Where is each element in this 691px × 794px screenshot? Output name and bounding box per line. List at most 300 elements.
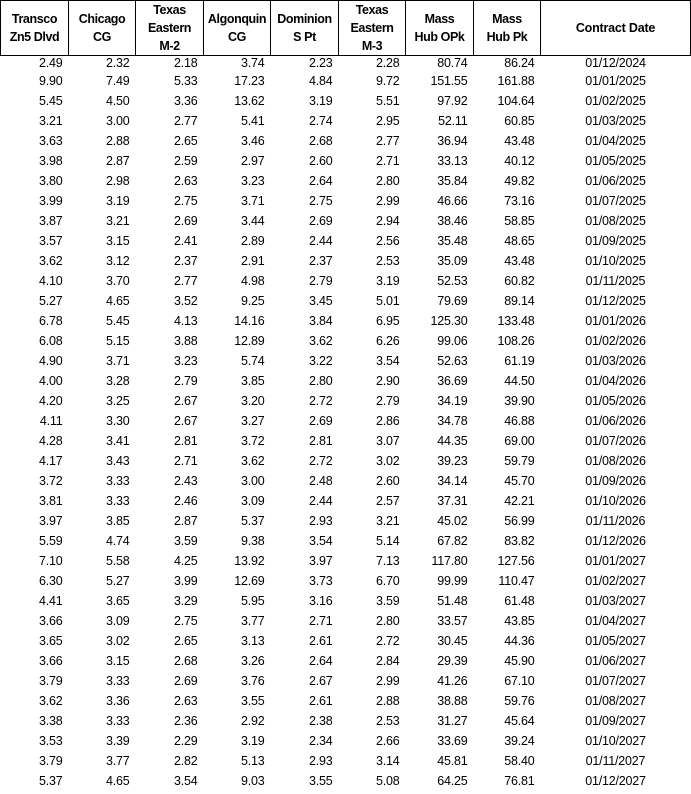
cell-mass-pk[interactable]: 44.50 (504, 374, 535, 388)
cell-contract-date[interactable]: 01/09/2025 (585, 234, 646, 248)
cell-tetco-m2[interactable]: 2.67 (173, 414, 198, 428)
cell-transco[interactable]: 3.98 (38, 154, 63, 168)
cell-transco[interactable]: 3.99 (38, 194, 63, 208)
cell-dominion[interactable]: 2.68 (308, 134, 333, 148)
cell-mass-opk[interactable]: 38.46 (437, 214, 468, 228)
cell-tetco-m2[interactable]: 2.71 (173, 454, 198, 468)
cell-contract-date[interactable]: 01/01/2026 (585, 314, 646, 328)
cell-mass-pk[interactable]: 45.64 (504, 714, 535, 728)
cell-tetco-m3[interactable]: 2.86 (375, 414, 400, 428)
cell-mass-pk[interactable]: 127.56 (497, 554, 535, 568)
cell-dominion[interactable]: 3.73 (308, 574, 333, 588)
cell-algonquin[interactable]: 5.41 (240, 114, 265, 128)
cell-mass-pk[interactable]: 83.82 (504, 534, 535, 548)
cell-tetco-m2[interactable]: 2.43 (173, 474, 198, 488)
cell-dominion[interactable]: 2.64 (308, 174, 333, 188)
cell-dominion[interactable]: 2.72 (308, 454, 333, 468)
cell-mass-pk[interactable]: 43.85 (504, 614, 535, 628)
cell-tetco-m3[interactable]: 3.02 (375, 454, 400, 468)
cell-algonquin[interactable]: 9.03 (240, 774, 265, 788)
cell-tetco-m3[interactable]: 2.77 (375, 134, 400, 148)
cell-tetco-m3[interactable]: 3.54 (375, 354, 400, 368)
cell-tetco-m3[interactable]: 2.94 (375, 214, 400, 228)
cell-tetco-m3[interactable]: 7.13 (375, 554, 400, 568)
cell-algonquin[interactable]: 5.74 (240, 354, 265, 368)
cell-algonquin[interactable]: 3.13 (240, 634, 265, 648)
cell-algonquin[interactable]: 3.20 (240, 394, 265, 408)
cell-mass-opk[interactable]: 117.80 (431, 554, 468, 568)
cell-dominion[interactable]: 2.69 (308, 214, 333, 228)
cell-algonquin[interactable]: 5.13 (240, 754, 265, 768)
cell-mass-pk[interactable]: 45.90 (504, 654, 535, 668)
cell-transco[interactable]: 4.11 (39, 414, 63, 428)
cell-transco[interactable]: 4.41 (38, 594, 63, 608)
cell-transco[interactable]: 6.78 (38, 314, 63, 328)
cell-chicago[interactable]: 3.25 (105, 394, 130, 408)
cell-transco[interactable]: 4.00 (38, 374, 63, 388)
cell-transco[interactable]: 4.20 (38, 394, 63, 408)
cell-transco[interactable]: 4.28 (38, 434, 63, 448)
cell-tetco-m2[interactable]: 2.46 (173, 494, 198, 508)
cell-mass-opk[interactable]: 45.02 (437, 514, 468, 528)
cell-chicago[interactable]: 3.21 (105, 214, 130, 228)
cell-tetco-m3[interactable]: 2.28 (375, 56, 400, 70)
cell-mass-pk[interactable]: 61.48 (504, 594, 535, 608)
cell-contract-date[interactable]: 01/06/2026 (585, 414, 646, 428)
cell-algonquin[interactable]: 3.27 (240, 414, 265, 428)
cell-tetco-m2[interactable]: 3.59 (173, 534, 198, 548)
cell-contract-date[interactable]: 01/08/2025 (585, 214, 646, 228)
cell-mass-opk[interactable]: 46.66 (437, 194, 468, 208)
cell-algonquin[interactable]: 2.91 (240, 254, 265, 268)
cell-tetco-m2[interactable]: 2.63 (173, 694, 198, 708)
cell-algonquin[interactable]: 2.97 (240, 154, 265, 168)
cell-tetco-m3[interactable]: 2.80 (375, 614, 400, 628)
cell-mass-opk[interactable]: 37.31 (437, 494, 468, 508)
cell-mass-opk[interactable]: 52.53 (437, 274, 468, 288)
cell-contract-date[interactable]: 01/12/2025 (585, 294, 646, 308)
cell-tetco-m3[interactable]: 3.07 (375, 434, 400, 448)
cell-mass-pk[interactable]: 39.90 (504, 394, 535, 408)
cell-algonquin[interactable]: 3.19 (240, 734, 265, 748)
cell-tetco-m2[interactable]: 2.36 (173, 714, 198, 728)
cell-tetco-m2[interactable]: 3.99 (173, 574, 198, 588)
cell-mass-pk[interactable]: 46.88 (504, 414, 535, 428)
cell-mass-opk[interactable]: 38.88 (437, 694, 468, 708)
header-dominion-s-pt[interactable]: Dominion S Pt (271, 1, 339, 56)
cell-tetco-m2[interactable]: 2.77 (173, 114, 198, 128)
cell-mass-opk[interactable]: 52.63 (437, 354, 468, 368)
cell-contract-date[interactable]: 01/03/2025 (585, 114, 646, 128)
cell-chicago[interactable]: 3.12 (105, 254, 130, 268)
cell-dominion[interactable]: 2.93 (308, 754, 333, 768)
header-chicago-cg[interactable]: Chicago CG (69, 1, 136, 56)
cell-mass-opk[interactable]: 33.13 (437, 154, 468, 168)
cell-mass-pk[interactable]: 59.79 (504, 454, 535, 468)
cell-dominion[interactable]: 3.97 (308, 554, 333, 568)
cell-dominion[interactable]: 2.71 (308, 614, 333, 628)
cell-mass-opk[interactable]: 45.81 (437, 754, 468, 768)
cell-tetco-m3[interactable]: 5.51 (375, 94, 400, 108)
cell-contract-date[interactable]: 01/05/2025 (585, 154, 646, 168)
cell-chicago[interactable]: 3.33 (105, 474, 130, 488)
cell-contract-date[interactable]: 01/09/2027 (585, 714, 646, 728)
cell-mass-opk[interactable]: 31.27 (437, 714, 468, 728)
cell-dominion[interactable]: 2.48 (308, 474, 333, 488)
cell-chicago[interactable]: 5.15 (105, 334, 130, 348)
cell-contract-date[interactable]: 01/09/2026 (585, 474, 646, 488)
cell-mass-opk[interactable]: 33.69 (437, 734, 468, 748)
cell-contract-date[interactable]: 01/05/2027 (585, 634, 646, 648)
cell-contract-date[interactable]: 01/10/2025 (585, 254, 646, 268)
cell-mass-opk[interactable]: 151.55 (430, 74, 468, 88)
cell-chicago[interactable]: 7.49 (105, 74, 130, 88)
cell-tetco-m2[interactable]: 2.69 (173, 674, 198, 688)
cell-mass-pk[interactable]: 86.24 (504, 56, 535, 70)
cell-tetco-m3[interactable]: 3.21 (375, 514, 400, 528)
cell-dominion[interactable]: 2.60 (308, 154, 333, 168)
cell-algonquin[interactable]: 5.37 (240, 514, 265, 528)
cell-tetco-m2[interactable]: 2.59 (173, 154, 198, 168)
cell-dominion[interactable]: 2.64 (308, 654, 333, 668)
cell-tetco-m3[interactable]: 5.01 (375, 294, 400, 308)
cell-contract-date[interactable]: 01/05/2026 (585, 394, 646, 408)
cell-transco[interactable]: 5.59 (38, 534, 63, 548)
cell-tetco-m3[interactable]: 5.14 (375, 534, 400, 548)
cell-tetco-m2[interactable]: 2.67 (173, 394, 198, 408)
cell-dominion[interactable]: 3.19 (308, 94, 333, 108)
cell-tetco-m3[interactable]: 9.72 (375, 74, 400, 88)
cell-tetco-m2[interactable]: 2.81 (173, 434, 198, 448)
cell-transco[interactable]: 3.62 (38, 694, 63, 708)
cell-tetco-m3[interactable]: 2.99 (375, 194, 400, 208)
cell-algonquin[interactable]: 3.55 (240, 694, 265, 708)
cell-contract-date[interactable]: 01/08/2027 (585, 694, 646, 708)
cell-tetco-m3[interactable]: 2.72 (375, 634, 400, 648)
cell-tetco-m3[interactable]: 2.99 (375, 674, 400, 688)
cell-algonquin[interactable]: 3.76 (240, 674, 265, 688)
cell-dominion[interactable]: 2.93 (308, 514, 333, 528)
cell-mass-opk[interactable]: 99.06 (437, 334, 468, 348)
cell-mass-pk[interactable]: 133.48 (497, 314, 535, 328)
cell-dominion[interactable]: 2.44 (308, 494, 333, 508)
cell-chicago[interactable]: 4.74 (105, 534, 130, 548)
cell-algonquin[interactable]: 3.74 (240, 56, 265, 70)
cell-mass-pk[interactable]: 108.26 (497, 334, 535, 348)
cell-tetco-m2[interactable]: 2.79 (173, 374, 198, 388)
cell-mass-pk[interactable]: 49.82 (504, 174, 535, 188)
cell-mass-opk[interactable]: 39.23 (437, 454, 468, 468)
cell-transco[interactable]: 3.81 (38, 494, 63, 508)
cell-dominion[interactable]: 2.61 (308, 694, 333, 708)
cell-tetco-m2[interactable]: 2.65 (173, 134, 198, 148)
cell-tetco-m3[interactable]: 2.60 (375, 474, 400, 488)
header-contract-date[interactable]: Contract Date (541, 1, 691, 56)
header-texas-eastern-m2[interactable]: Texas Eastern M-2 (136, 1, 204, 56)
cell-tetco-m3[interactable]: 6.95 (375, 314, 400, 328)
cell-mass-pk[interactable]: 73.16 (504, 194, 535, 208)
cell-chicago[interactable]: 3.33 (105, 674, 130, 688)
cell-mass-pk[interactable]: 48.65 (504, 234, 535, 248)
cell-tetco-m2[interactable]: 2.82 (173, 754, 198, 768)
cell-mass-opk[interactable]: 51.48 (437, 594, 468, 608)
cell-contract-date[interactable]: 01/04/2025 (585, 134, 646, 148)
cell-algonquin[interactable]: 3.85 (240, 374, 265, 388)
cell-chicago[interactable]: 4.65 (105, 774, 130, 788)
cell-contract-date[interactable]: 01/10/2026 (585, 494, 646, 508)
cell-transco[interactable]: 3.80 (38, 174, 63, 188)
cell-mass-opk[interactable]: 35.48 (437, 234, 468, 248)
cell-chicago[interactable]: 3.15 (105, 654, 130, 668)
header-algonquin-cg[interactable]: Algonquin CG (204, 1, 271, 56)
cell-tetco-m3[interactable]: 2.90 (375, 374, 400, 388)
cell-mass-pk[interactable]: 69.00 (504, 434, 535, 448)
cell-tetco-m3[interactable]: 2.95 (375, 114, 400, 128)
cell-algonquin[interactable]: 2.89 (240, 234, 265, 248)
header-mass-hub-pk[interactable]: Mass Hub Pk (474, 1, 541, 56)
cell-mass-opk[interactable]: 44.35 (437, 434, 468, 448)
cell-mass-opk[interactable]: 34.19 (437, 394, 468, 408)
cell-contract-date[interactable]: 01/03/2027 (585, 594, 646, 608)
cell-chicago[interactable]: 3.15 (105, 234, 130, 248)
cell-mass-opk[interactable]: 99.99 (437, 574, 468, 588)
cell-tetco-m3[interactable]: 5.08 (375, 774, 400, 788)
cell-chicago[interactable]: 3.85 (105, 514, 130, 528)
cell-dominion[interactable]: 2.74 (308, 114, 333, 128)
cell-contract-date[interactable]: 01/10/2027 (585, 734, 646, 748)
cell-transco[interactable]: 5.37 (38, 774, 63, 788)
cell-mass-pk[interactable]: 60.85 (504, 114, 535, 128)
cell-mass-opk[interactable]: 36.69 (437, 374, 468, 388)
cell-contract-date[interactable]: 01/02/2027 (585, 574, 646, 588)
cell-dominion[interactable]: 3.55 (308, 774, 333, 788)
cell-tetco-m2[interactable]: 2.18 (173, 56, 198, 70)
cell-contract-date[interactable]: 01/07/2025 (585, 194, 646, 208)
cell-tetco-m2[interactable]: 4.25 (173, 554, 198, 568)
cell-tetco-m3[interactable]: 2.53 (375, 254, 400, 268)
cell-mass-pk[interactable]: 59.76 (504, 694, 535, 708)
cell-tetco-m2[interactable]: 5.33 (173, 74, 198, 88)
cell-mass-opk[interactable]: 64.25 (437, 774, 468, 788)
cell-mass-opk[interactable]: 52.11 (438, 114, 468, 128)
cell-contract-date[interactable]: 01/04/2026 (585, 374, 646, 388)
cell-dominion[interactable]: 2.61 (308, 634, 333, 648)
header-mass-hub-opk[interactable]: Mass Hub OPk (406, 1, 474, 56)
cell-mass-pk[interactable]: 58.40 (504, 754, 535, 768)
cell-dominion[interactable]: 3.62 (308, 334, 333, 348)
cell-mass-pk[interactable]: 42.21 (504, 494, 535, 508)
cell-transco[interactable]: 3.38 (38, 714, 63, 728)
cell-algonquin[interactable]: 2.92 (240, 714, 265, 728)
cell-algonquin[interactable]: 9.25 (240, 294, 265, 308)
cell-mass-opk[interactable]: 36.94 (437, 134, 468, 148)
cell-algonquin[interactable]: 3.77 (240, 614, 265, 628)
cell-mass-pk[interactable]: 56.99 (504, 514, 535, 528)
cell-transco[interactable]: 3.79 (38, 674, 63, 688)
cell-transco[interactable]: 6.30 (38, 574, 63, 588)
cell-algonquin[interactable]: 3.71 (240, 194, 265, 208)
cell-mass-opk[interactable]: 35.84 (437, 174, 468, 188)
cell-dominion[interactable]: 2.75 (308, 194, 333, 208)
cell-mass-pk[interactable]: 76.81 (504, 774, 535, 788)
cell-transco[interactable]: 4.90 (38, 354, 63, 368)
cell-transco[interactable]: 6.08 (38, 334, 63, 348)
cell-chicago[interactable]: 3.36 (105, 694, 130, 708)
cell-tetco-m3[interactable]: 3.59 (375, 594, 400, 608)
header-transco-zn5-dlvd[interactable]: Transco Zn5 Dlvd (1, 1, 69, 56)
cell-tetco-m2[interactable]: 3.54 (173, 774, 198, 788)
cell-chicago[interactable]: 3.09 (105, 614, 130, 628)
cell-algonquin[interactable]: 12.89 (234, 334, 265, 348)
cell-contract-date[interactable]: 01/12/2026 (585, 534, 646, 548)
cell-dominion[interactable]: 4.84 (308, 74, 333, 88)
cell-mass-pk[interactable]: 45.70 (504, 474, 535, 488)
cell-contract-date[interactable]: 01/12/2024 (585, 56, 646, 70)
cell-algonquin[interactable]: 3.46 (240, 134, 265, 148)
cell-chicago[interactable]: 3.02 (105, 634, 130, 648)
cell-transco[interactable]: 3.66 (38, 654, 63, 668)
cell-transco[interactable]: 3.63 (38, 134, 63, 148)
cell-chicago[interactable]: 3.65 (105, 594, 130, 608)
cell-algonquin[interactable]: 3.23 (240, 174, 265, 188)
cell-tetco-m3[interactable]: 3.19 (375, 274, 400, 288)
cell-contract-date[interactable]: 01/08/2026 (585, 454, 646, 468)
cell-chicago[interactable]: 3.33 (105, 714, 130, 728)
cell-contract-date[interactable]: 01/12/2027 (585, 774, 646, 788)
cell-transco[interactable]: 2.49 (38, 56, 63, 70)
cell-tetco-m2[interactable]: 2.68 (173, 654, 198, 668)
cell-transco[interactable]: 4.17 (38, 454, 63, 468)
cell-tetco-m2[interactable]: 3.36 (173, 94, 198, 108)
cell-mass-pk[interactable]: 43.48 (504, 254, 535, 268)
cell-dominion[interactable]: 2.44 (308, 234, 333, 248)
header-texas-eastern-m3[interactable]: Texas Eastern M-3 (339, 1, 406, 56)
cell-mass-pk[interactable]: 104.64 (497, 94, 535, 108)
cell-contract-date[interactable]: 01/11/2027 (585, 754, 646, 768)
cell-tetco-m2[interactable]: 2.65 (173, 634, 198, 648)
cell-tetco-m3[interactable]: 2.71 (375, 154, 400, 168)
cell-contract-date[interactable]: 01/01/2027 (585, 554, 646, 568)
cell-transco[interactable]: 7.10 (38, 554, 63, 568)
cell-mass-pk[interactable]: 110.47 (498, 574, 535, 588)
cell-tetco-m2[interactable]: 3.29 (173, 594, 198, 608)
cell-mass-opk[interactable]: 33.57 (437, 614, 468, 628)
cell-mass-opk[interactable]: 67.82 (437, 534, 468, 548)
cell-dominion[interactable]: 2.81 (308, 434, 333, 448)
cell-algonquin[interactable]: 5.95 (240, 594, 265, 608)
cell-transco[interactable]: 3.87 (38, 214, 63, 228)
cell-algonquin[interactable]: 3.26 (240, 654, 265, 668)
cell-tetco-m3[interactable]: 2.80 (375, 174, 400, 188)
cell-mass-pk[interactable]: 67.10 (504, 674, 535, 688)
cell-contract-date[interactable]: 01/06/2027 (585, 654, 646, 668)
cell-dominion[interactable]: 2.23 (308, 56, 333, 70)
cell-transco[interactable]: 3.79 (38, 754, 63, 768)
cell-algonquin[interactable]: 13.62 (234, 94, 265, 108)
cell-mass-pk[interactable]: 61.19 (504, 354, 535, 368)
cell-tetco-m3[interactable]: 2.57 (375, 494, 400, 508)
cell-tetco-m2[interactable]: 4.13 (173, 314, 198, 328)
cell-tetco-m2[interactable]: 2.75 (173, 614, 198, 628)
cell-tetco-m3[interactable]: 6.70 (375, 574, 400, 588)
cell-transco[interactable]: 3.53 (38, 734, 63, 748)
cell-chicago[interactable]: 5.27 (105, 574, 130, 588)
cell-chicago[interactable]: 3.30 (105, 414, 130, 428)
cell-tetco-m2[interactable]: 2.75 (173, 194, 198, 208)
cell-contract-date[interactable]: 01/01/2025 (585, 74, 646, 88)
cell-mass-opk[interactable]: 125.30 (430, 314, 468, 328)
cell-tetco-m3[interactable]: 3.14 (375, 754, 400, 768)
cell-transco[interactable]: 3.66 (38, 614, 63, 628)
cell-contract-date[interactable]: 01/06/2025 (585, 174, 646, 188)
cell-chicago[interactable]: 3.41 (105, 434, 130, 448)
cell-chicago[interactable]: 3.70 (105, 274, 130, 288)
cell-mass-opk[interactable]: 29.39 (437, 654, 468, 668)
cell-algonquin[interactable]: 13.92 (234, 554, 265, 568)
cell-chicago[interactable]: 2.87 (105, 154, 130, 168)
cell-transco[interactable]: 3.62 (38, 254, 63, 268)
cell-dominion[interactable]: 3.16 (308, 594, 333, 608)
cell-chicago[interactable]: 3.00 (105, 114, 130, 128)
cell-dominion[interactable]: 2.34 (308, 734, 333, 748)
cell-algonquin[interactable]: 17.23 (234, 74, 265, 88)
cell-chicago[interactable]: 4.65 (105, 294, 130, 308)
cell-transco[interactable]: 3.21 (38, 114, 63, 128)
cell-algonquin[interactable]: 3.72 (240, 434, 265, 448)
cell-chicago[interactable]: 3.39 (105, 734, 130, 748)
cell-tetco-m3[interactable]: 2.53 (375, 714, 400, 728)
cell-contract-date[interactable]: 01/04/2027 (585, 614, 646, 628)
cell-transco[interactable]: 3.65 (38, 634, 63, 648)
cell-contract-date[interactable]: 01/02/2025 (585, 94, 646, 108)
cell-tetco-m3[interactable]: 6.26 (375, 334, 400, 348)
cell-contract-date[interactable]: 01/07/2027 (585, 674, 646, 688)
cell-contract-date[interactable]: 01/02/2026 (585, 334, 646, 348)
cell-algonquin[interactable]: 3.44 (240, 214, 265, 228)
cell-chicago[interactable]: 2.88 (105, 134, 130, 148)
cell-dominion[interactable]: 3.45 (308, 294, 333, 308)
cell-dominion[interactable]: 3.22 (308, 354, 333, 368)
cell-transco[interactable]: 9.90 (38, 74, 63, 88)
cell-algonquin[interactable]: 14.16 (234, 314, 265, 328)
cell-tetco-m2[interactable]: 2.41 (173, 234, 198, 248)
cell-transco[interactable]: 5.27 (38, 294, 63, 308)
cell-mass-opk[interactable]: 41.26 (437, 674, 468, 688)
cell-algonquin[interactable]: 12.69 (234, 574, 265, 588)
cell-tetco-m3[interactable]: 2.84 (375, 654, 400, 668)
cell-mass-pk[interactable]: 39.24 (504, 734, 535, 748)
cell-dominion[interactable]: 2.72 (308, 394, 333, 408)
cell-chicago[interactable]: 5.45 (105, 314, 130, 328)
cell-dominion[interactable]: 3.54 (308, 534, 333, 548)
cell-chicago[interactable]: 5.58 (105, 554, 130, 568)
cell-mass-opk[interactable]: 35.09 (437, 254, 468, 268)
cell-dominion[interactable]: 2.37 (308, 254, 333, 268)
cell-mass-pk[interactable]: 161.88 (497, 74, 535, 88)
cell-mass-pk[interactable]: 58.85 (504, 214, 535, 228)
cell-transco[interactable]: 3.97 (38, 514, 63, 528)
cell-tetco-m3[interactable]: 2.79 (375, 394, 400, 408)
cell-dominion[interactable]: 2.80 (308, 374, 333, 388)
cell-mass-opk[interactable]: 79.69 (437, 294, 468, 308)
cell-mass-opk[interactable]: 34.14 (437, 474, 468, 488)
cell-contract-date[interactable]: 01/07/2026 (585, 434, 646, 448)
cell-mass-opk[interactable]: 80.74 (437, 56, 468, 70)
cell-mass-pk[interactable]: 40.12 (504, 154, 535, 168)
cell-contract-date[interactable]: 01/11/2025 (585, 274, 646, 288)
cell-mass-opk[interactable]: 34.78 (437, 414, 468, 428)
cell-algonquin[interactable]: 3.62 (240, 454, 265, 468)
